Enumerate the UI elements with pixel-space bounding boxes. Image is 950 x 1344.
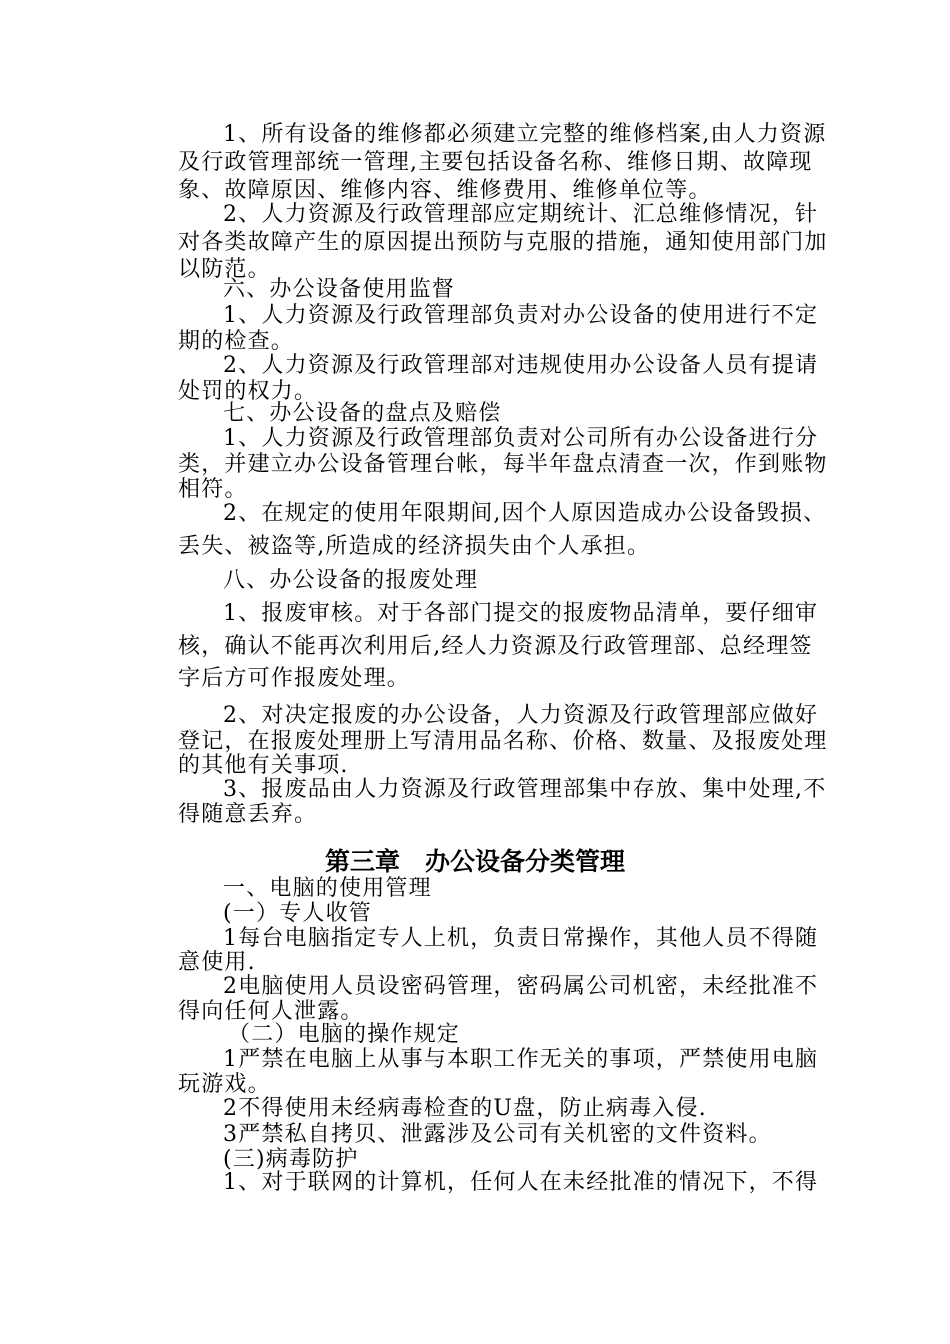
paragraph-line: 及行政管理部统一管理,主要包括设备名称、维修日期、故障现	[178, 150, 813, 175]
paragraph-line: 得随意丢弃。	[178, 802, 318, 827]
paragraph-line: 玩游戏。	[178, 1072, 271, 1097]
paragraph-line: 的其他有关事项.	[178, 753, 349, 778]
paragraph-line: 3严禁私自拷贝、泄露涉及公司有关机密的文件资料。	[223, 1122, 772, 1147]
paragraph-line: 核，确认不能再次利用后,经人力资源及行政管理部、总经理签	[178, 634, 813, 659]
paragraph-line: 字后方可作报废处理。	[178, 666, 411, 691]
paragraph-line: 得向任何人泄露。	[178, 999, 364, 1024]
section-heading: 六、办公设备使用监督	[223, 277, 456, 302]
paragraph-line: 1严禁在电脑上从事与本职工作无关的事项，严禁使用电脑	[223, 1047, 819, 1072]
paragraph-line: 3、报废品由人力资源及行政管理部集中存放、集中处理,不	[223, 777, 827, 802]
section-heading: 八、办公设备的报废处理	[223, 568, 479, 593]
section-heading: 七、办公设备的盘点及赔偿	[223, 401, 502, 426]
paragraph-line: 2、对决定报废的办公设备，人力资源及行政管理部应做好	[223, 703, 819, 728]
paragraph-line: 处罚的权力。	[178, 379, 318, 404]
paragraph-line: 象、故障原因、维修内容、维修费用、维修单位等。	[178, 178, 712, 203]
chapter-title: 第三章 办公设备分类管理	[324, 847, 625, 876]
paragraph-line: 类，并建立办公设备管理台帐，每半年盘点清查一次，作到账物	[178, 452, 828, 477]
paragraph-line: 1、所有设备的维修都必须建立完整的维修档案,由人力资源	[223, 122, 827, 147]
section-heading: 一、电脑的使用管理	[223, 876, 432, 901]
paragraph-line: 意使用.	[178, 950, 256, 975]
paragraph-line: 相符。	[178, 477, 248, 502]
paragraph-line: 1、人力资源及行政管理部负责对公司所有办公设备进行分	[223, 426, 819, 451]
paragraph-line: 2电脑使用人员设密码管理，密码属公司机密，未经批准不	[223, 974, 819, 999]
subsection-heading: (三)病毒防护	[223, 1147, 359, 1172]
paragraph-line: 1、报废审核。对于各部门提交的报废物品清单，要仔细审	[223, 601, 819, 626]
paragraph-line: 2、人力资源及行政管理部对违规使用办公设备人员有提请	[223, 353, 819, 378]
paragraph-line: 期的检查。	[178, 329, 295, 354]
paragraph-line: 2不得使用未经病毒检查的U盘，防止病毒入侵.	[223, 1096, 707, 1121]
paragraph-line: 1、人力资源及行政管理部负责对办公设备的使用进行不定	[223, 303, 819, 328]
paragraph-line: 对各类故障产生的原因提出预防与克服的措施，通知使用部门加	[178, 230, 828, 255]
paragraph-line: 1每台电脑指定专人上机，负责日常操作，其他人员不得随	[223, 926, 819, 951]
subsection-heading: （二）电脑的操作规定	[228, 1022, 461, 1047]
paragraph-line: 登记，在报废处理册上写清用品名称、价格、数量、及报废处理	[178, 729, 828, 754]
paragraph-line: 1、对于联网的计算机，任何人在未经批准的情况下，不得	[223, 1170, 819, 1195]
paragraph-line: 2、人力资源及行政管理部应定期统计、汇总维修情况，针	[223, 202, 819, 227]
paragraph-line: 丢失、被盗等,所造成的经济损失由个人承担。	[178, 534, 651, 559]
subsection-heading: (一）专人收管	[223, 901, 372, 926]
paragraph-line: 2、在规定的使用年限期间,因个人原因造成办公设备毁损、	[223, 501, 827, 526]
paragraph-line: 以防范。	[178, 257, 271, 282]
